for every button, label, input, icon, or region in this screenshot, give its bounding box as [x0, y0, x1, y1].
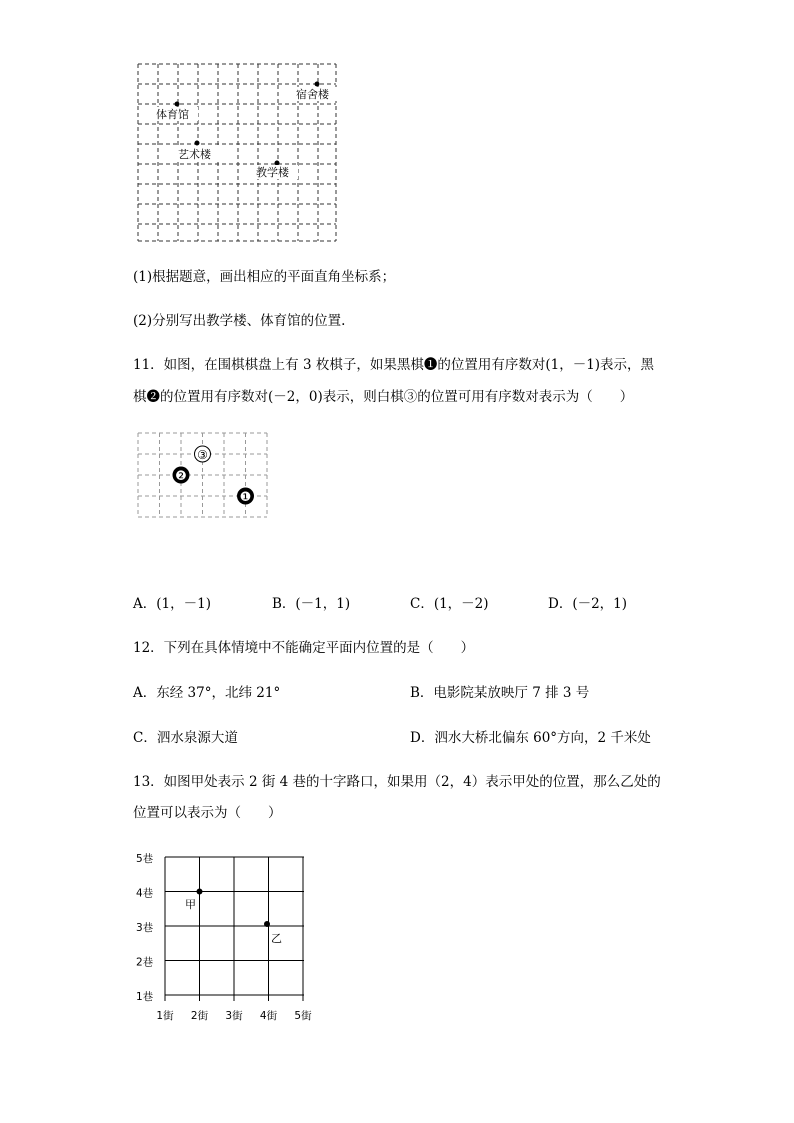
- point-jia: [197, 889, 203, 895]
- white-stone-3: ③: [197, 448, 208, 462]
- lane-label-1: 1巷: [136, 991, 154, 1003]
- campus-map-figure: [130, 58, 345, 248]
- street-label-2: 2街: [190, 1010, 209, 1022]
- black-stone-1: ❶: [239, 490, 252, 505]
- dorm-point: [315, 82, 320, 87]
- q12-option-b: B．电影院某放映厅 7 排 3 号: [410, 685, 590, 701]
- gym-label: 体育馆: [156, 108, 189, 121]
- street-label-4: 4街: [259, 1010, 278, 1022]
- q11-stem-line1: 11．如图，在围棋棋盘上有 3 枚棋子，如果黑棋❶的位置用有序数对(1，－1)表示，黑: [133, 357, 655, 373]
- lane-label-3: 3巷: [136, 922, 154, 934]
- q12-option-a: A．东经 37°，北纬 21°: [133, 685, 281, 701]
- q12-option-d: D．泗水大桥北偏东 60°方向，2 千米处: [410, 730, 651, 746]
- lane-label-4: 4巷: [136, 887, 154, 900]
- teach-point: [275, 161, 280, 166]
- street-label-3: 3街: [225, 1010, 243, 1022]
- lane-label-2: 2巷: [136, 956, 154, 969]
- q10-part1: (1)根据题意，画出相应的平面直角坐标系；: [133, 269, 396, 285]
- gym-point: [175, 102, 180, 107]
- dorm-label: 宿舍楼: [296, 88, 329, 101]
- q12-stem: 12．下列在具体情境中不能确定平面内位置的是（ ）: [133, 640, 475, 656]
- point-yi: [264, 921, 270, 927]
- go-board-figure: [135, 430, 271, 522]
- q13-stem-line1: 13．如图甲处表示 2 街 4 巷的十字路口，如果用（2，4）表示甲处的位置，那么乙处的: [133, 774, 661, 790]
- q11-option-a: A．(1，－1): [133, 596, 211, 612]
- q13-stem-line2: 位置可以表示为（ ）: [133, 805, 282, 821]
- q11-option-b: B．(－1，1): [272, 596, 351, 612]
- q11-stem-line2: 棋❷的位置用有序数对(－2，0)表示，则白棋③的位置可用有序数对表示为（ ）: [133, 389, 634, 405]
- black-stone-2: ❷: [175, 469, 187, 484]
- street-label-5: 5街: [294, 1010, 312, 1022]
- art-label: 艺术楼: [178, 148, 211, 161]
- teach-label: 教学楼: [256, 166, 289, 179]
- q11-option-d: D．(－2，1): [548, 596, 628, 612]
- q10-part2: (2)分别写出教学楼、体育馆的位置.: [133, 313, 346, 329]
- street-label-1: 1街: [156, 1010, 174, 1022]
- lane-label-5: 5巷: [136, 853, 154, 865]
- q12-option-c: C．泗水泉源大道: [133, 730, 238, 746]
- art-point: [195, 141, 200, 146]
- q11-option-c: C．(1，－2): [410, 596, 489, 612]
- point-yi-label: 乙: [271, 932, 282, 945]
- point-jia-label: 甲: [185, 898, 196, 911]
- street-grid-figure: [130, 845, 320, 1025]
